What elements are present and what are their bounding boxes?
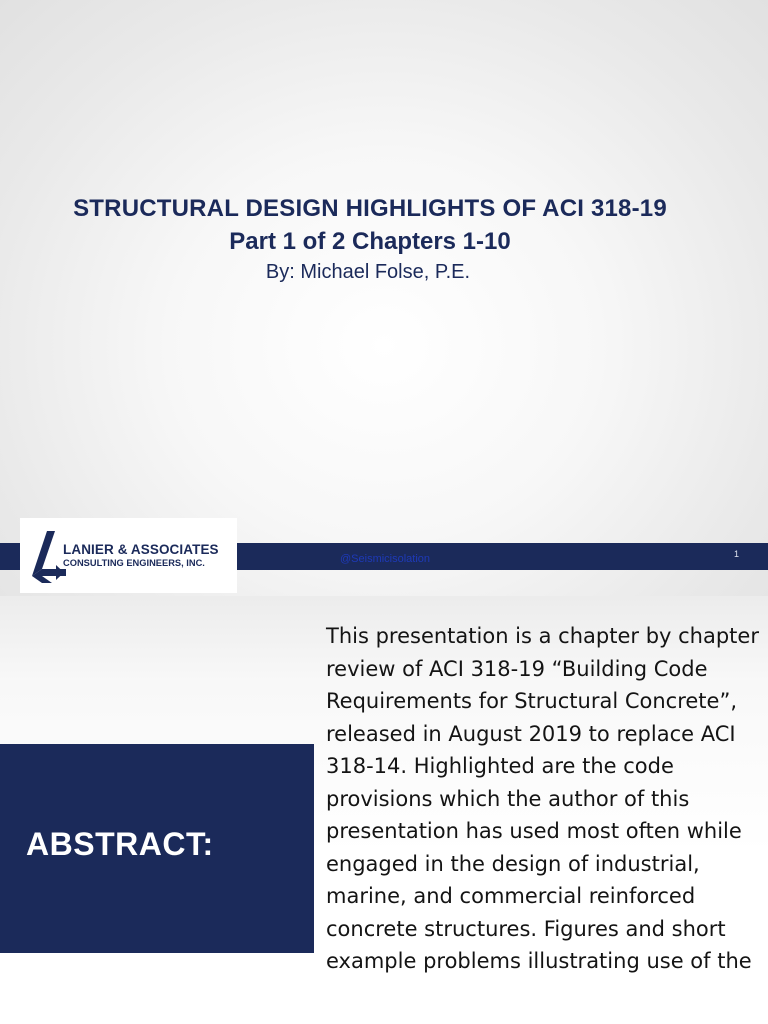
logo-company-name: LANIER & ASSOCIATES xyxy=(63,542,219,557)
logo-company-tagline: CONSULTING ENGINEERS, INC. xyxy=(63,558,205,568)
abstract-panel xyxy=(0,744,314,953)
slide-number: 1 xyxy=(734,549,740,559)
bracket-arrow-icon xyxy=(28,528,66,591)
slide-subtitle: Part 1 of 2 Chapters 1-10 xyxy=(229,228,511,255)
abstract-heading: ABSTRACT: xyxy=(26,826,214,862)
abstract-slide xyxy=(0,596,768,1024)
watermark-text: @Seismicisolation xyxy=(340,553,431,565)
slide-title: STRUCTURAL DESIGN HIGHLIGHTS OF ACI 318-19 xyxy=(73,195,667,222)
company-logo xyxy=(20,518,237,593)
abstract-body-text: This presentation is a chapter by chapter review of ACI 318-19 “Building Code Requirements for Structural Concrete”, released in August 2019 to replace ACI 318-14. Highlighted are the code provisions which the author of this presentation has used most often while engaged in the design of industrial, marine, and commercial reinforced concrete structures. Figures and short example problems illustrating use of the xyxy=(326,624,759,973)
author-byline: By: Michael Folse, P.E. xyxy=(265,261,471,283)
